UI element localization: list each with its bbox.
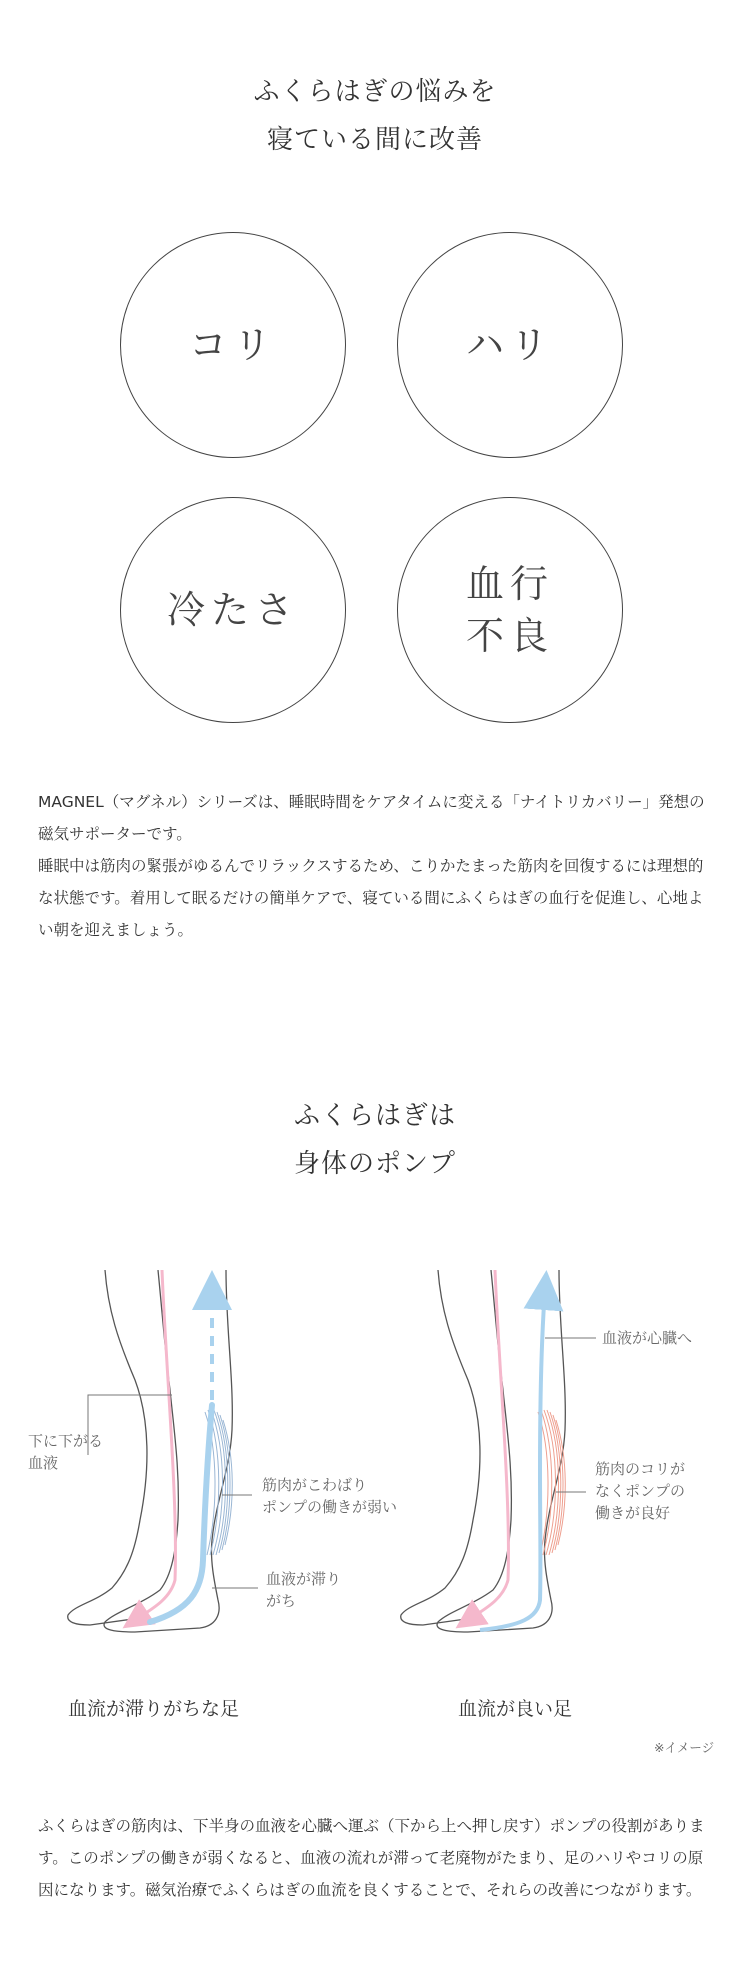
circle-poor-circulation-line2: 不良 [465, 614, 554, 658]
section1-heading [0, 68, 750, 164]
right-down-flow-arrow [468, 1270, 508, 1620]
circle-stiffness-label: コリ [188, 323, 277, 367]
right-annotation-heart: 血液が心臓へ [602, 1329, 693, 1347]
circle-poor-circulation-line1: 血行 [465, 562, 554, 606]
pump-paragraph: ふくらはぎの筋肉は、下半身の血液を心臓へ運ぶ（下から上へ押し戻す）ポンプの役割があります。このポンプの働きが弱くなると、血液の流れが滞って老廃物がたまり、足のハリやコリの原因になります。磁気治療でふくらはぎの血流を良くすることで、それらの改善につながります。 [38, 1817, 705, 1899]
left-annotation-stagnant [266, 1568, 341, 1612]
calf-pump-diagram [0, 1270, 750, 1730]
ann-right-muscle-line3: 働きが良好 [595, 1504, 671, 1522]
ann-muscle-line1: 筋肉がこわばり [262, 1476, 368, 1494]
left-annotation-muscle [262, 1474, 397, 1518]
section1-description [38, 786, 712, 946]
ann-down-line1: 下に下がる [28, 1432, 104, 1450]
section1-heading-line2: 寝ている間に改善 [266, 125, 483, 155]
section2-heading [0, 1092, 750, 1188]
ann-right-muscle-line1: 筋肉のコリが [595, 1460, 686, 1478]
right-strong-up-arrow [480, 1290, 545, 1630]
section1-heading-line1: ふくらはぎの悩みを [253, 77, 497, 107]
ann-down-line2: 血液 [28, 1454, 59, 1472]
section2-description [38, 1810, 712, 1906]
left-down-flow-arrow [135, 1270, 175, 1620]
right-leg-caption: 血流が良い足 [458, 1698, 573, 1720]
section2-heading-line2: 身体のポンプ [293, 1149, 456, 1179]
section2-heading-line1: ふくらはぎは [293, 1101, 456, 1131]
right-back-leg-outline [401, 1270, 480, 1625]
circle-tension [397, 232, 623, 458]
ann-right-muscle-line2: なくポンプの [595, 1482, 686, 1500]
left-leg-caption: 血流が滞りがちな足 [68, 1698, 240, 1720]
circle-stiffness [120, 232, 346, 458]
circle-poor-circulation [397, 497, 623, 723]
right-annotation-muscle [595, 1458, 685, 1524]
left-stagnant-flow [150, 1405, 212, 1622]
circle-coldness [120, 497, 346, 723]
left-annotation-down [28, 1430, 103, 1474]
ann-stagnant-line1: 血液が滞り [266, 1570, 342, 1588]
circle-tension-label: ハリ [465, 323, 554, 367]
description-paragraph-2: 睡眠中は筋肉の緊張がゆるんでリラックスするため、こりかたまった筋肉を回復するには理想的な状態です。着用して眠るだけの簡単ケアで、寝ている間にふくらはぎの血行を促進し、心地よい朝を迎えましょう。 [38, 857, 704, 939]
description-paragraph-1: MAGNEL（マグネル）シリーズは、睡眠時間をケアタイムに変える「ナイトリカバリー」発想の磁気サポーターです。 [38, 793, 705, 843]
right-leg [401, 1270, 596, 1632]
ann-muscle-line2: ポンプの働きが弱い [262, 1498, 398, 1516]
circle-coldness-label: 冷たさ [166, 588, 299, 632]
ann-stagnant-line2: がち [266, 1592, 297, 1610]
image-note: ※イメージ [654, 1740, 715, 1755]
